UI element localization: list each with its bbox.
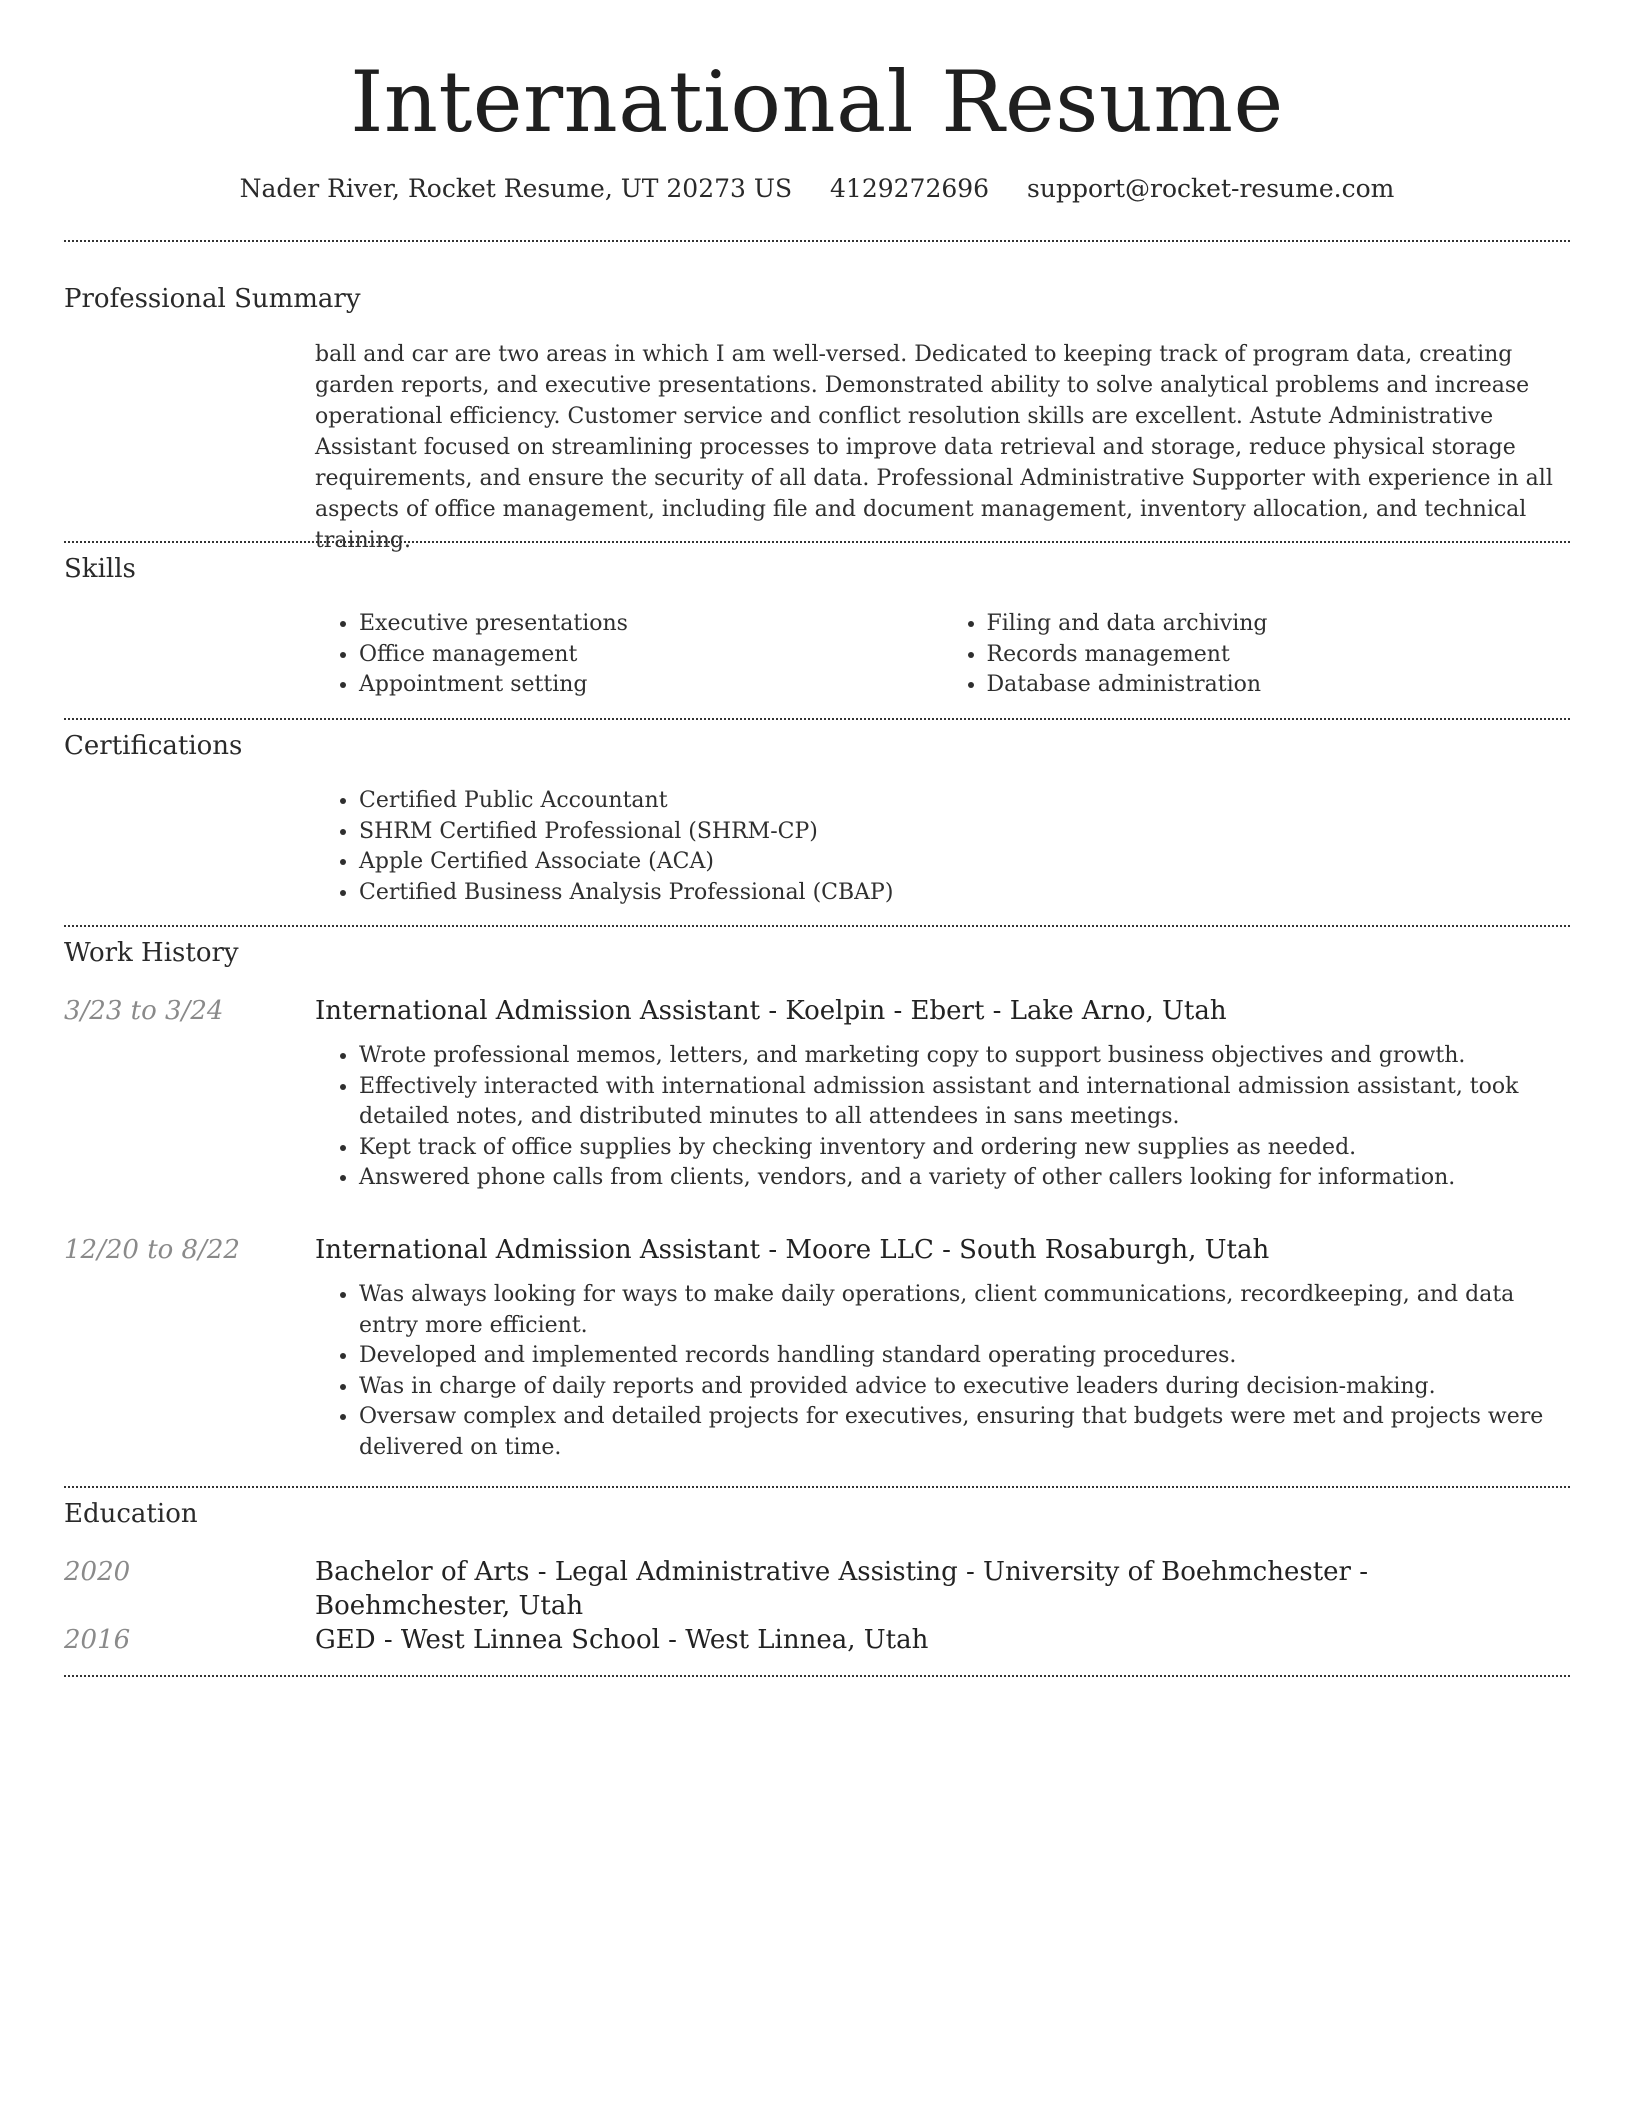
contact-phone: 4129272696 <box>830 174 990 203</box>
skills-list <box>315 609 1570 701</box>
resume-page <box>64 0 1570 1655</box>
list-item: • Apple Certified Associate (ACA) <box>359 847 1570 878</box>
divider <box>64 718 1570 720</box>
list-item: • Oversaw complex and detailed projects for executives, ensuring that budgets were met and projects were delivered on time. <box>359 1402 1570 1463</box>
education-year: 2020 <box>64 1557 131 1587</box>
job-dates: 3/23 to 3/24 <box>64 996 224 1026</box>
contact-address: Nader River, Rocket Resume, UT 20273 US <box>239 174 793 203</box>
list-item: • Kept track of office supplies by checking inventory and ordering new supplies as needed. <box>359 1133 1570 1164</box>
list-item: • Certified Business Analysis Professional (CBAP) <box>359 878 1570 909</box>
list-item: • Wrote professional memos, letters, and marketing copy to support business objectives and growth. <box>359 1041 1570 1072</box>
divider <box>64 240 1570 242</box>
job-entry <box>315 994 1570 1194</box>
contact-line <box>64 172 1570 206</box>
job-title: International Admission Assistant - Koelpin - Ebert - Lake Arno, Utah <box>315 996 1227 1026</box>
summary-block <box>315 339 1570 556</box>
contact-email: support@rocket-resume.com <box>1027 174 1395 203</box>
certifications-list <box>315 786 1570 908</box>
job-bullets <box>315 1041 1570 1194</box>
divider <box>64 1675 1570 1677</box>
education-year: 2016 <box>64 1625 131 1655</box>
job-title: International Admission Assistant - Moore LLC - South Rosaburgh, Utah <box>315 1235 1270 1265</box>
education-entry <box>315 1623 1570 1657</box>
list-item: • Office management <box>359 640 943 671</box>
divider <box>64 541 1570 543</box>
list-item: • Effectively interacted with international admission assistant and international admission assistant, took detailed notes, and distributed minutes to all attendees in sans meetings. <box>359 1072 1570 1133</box>
skills-column-1 <box>315 609 943 701</box>
divider <box>64 1486 1570 1488</box>
section-heading-summary: Professional Summary <box>64 284 361 314</box>
education-text: GED - West Linnea School - West Linnea, Utah <box>315 1625 929 1655</box>
job-dates: 12/20 to 8/22 <box>64 1235 240 1265</box>
summary-text: ball and car are two areas in which I am well-versed. Dedicated to keeping track of program data, creating garden reports, and executive presentations. Demonstrated ability to solve analytical problems and increase operational efficiency. Customer service and conflict resolution skills are excellent. Astute Administrative Assistant focused on streamlining processes to improve data retrieval and storage, reduce physical storage requirements, and ensure the security of all data. Professional Administrative Supporter with experience in all aspects of office management, including file and document management, inventory allocation, and technical training. <box>315 342 1553 553</box>
section-heading-work-history: Work History <box>64 938 239 968</box>
list-item: • Appointment setting <box>359 670 943 701</box>
section-heading-skills: Skills <box>64 554 136 584</box>
list-item: • Was always looking for ways to make daily operations, client communications, recordkeeping, and data entry more efficient. <box>359 1280 1570 1341</box>
divider <box>64 925 1570 927</box>
job-entry <box>315 1233 1570 1463</box>
skills-column-2 <box>943 609 1571 701</box>
list-item: • Answered phone calls from clients, vendors, and a variety of other callers looking for information. <box>359 1163 1570 1194</box>
list-item: • Certified Public Accountant <box>359 786 1570 817</box>
section-heading-certifications: Certifications <box>64 731 243 761</box>
list-item: • Developed and implemented records handling standard operating procedures. <box>359 1341 1570 1372</box>
list-item: • Was in charge of daily reports and provided advice to executive leaders during decision-making. <box>359 1372 1570 1403</box>
list-item: • Filing and data archiving <box>987 609 1571 640</box>
section-heading-education: Education <box>64 1499 198 1529</box>
job-bullets <box>315 1280 1570 1463</box>
list-item: • Records management <box>987 640 1571 671</box>
resume-title: International Resume <box>350 53 1284 151</box>
list-item: • SHRM Certified Professional (SHRM-CP) <box>359 817 1570 848</box>
list-item: • Database administration <box>987 670 1571 701</box>
education-text: Bachelor of Arts - Legal Administrative Assisting - University of Boehmchester - Boehmchester, Utah <box>315 1557 1369 1621</box>
education-entry <box>315 1555 1570 1623</box>
list-item: • Executive presentations <box>359 609 943 640</box>
